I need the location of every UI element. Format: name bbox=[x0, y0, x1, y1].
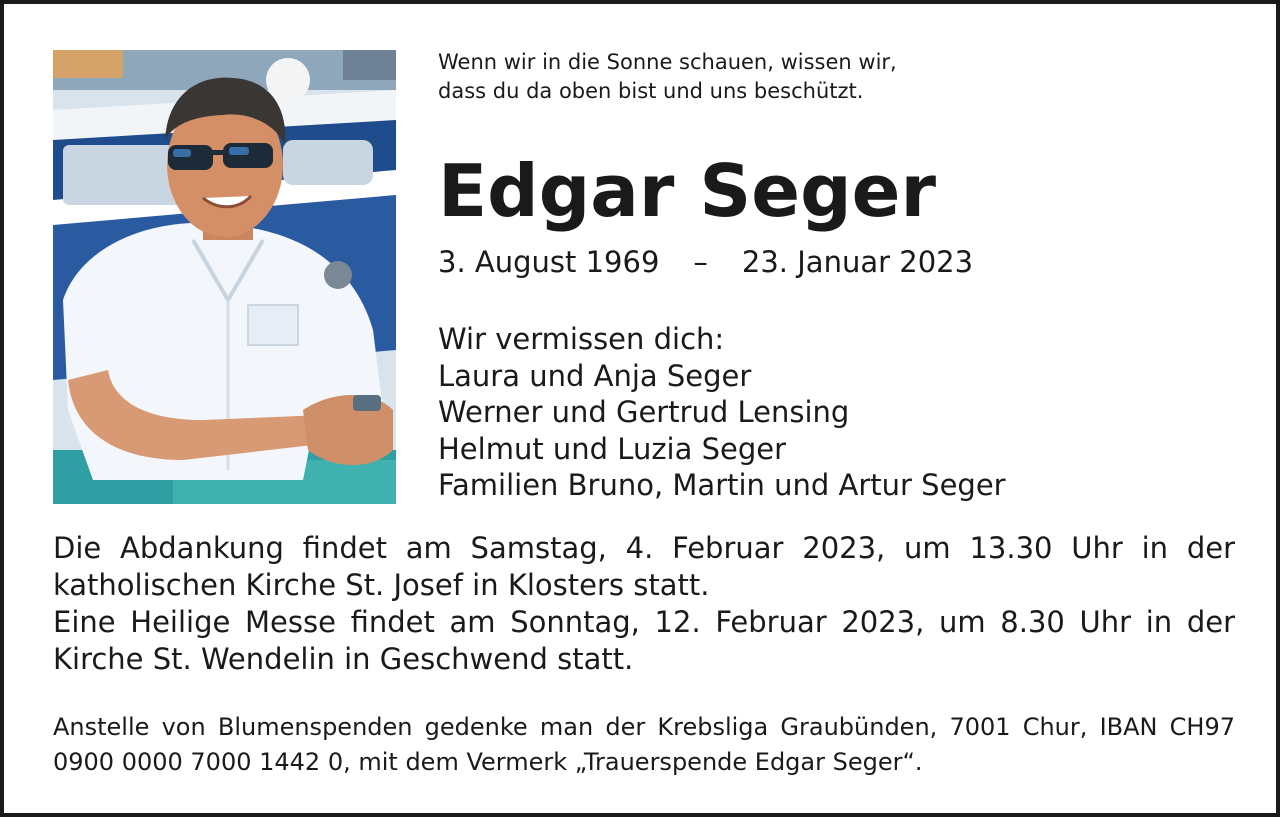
memorial-quote bbox=[438, 48, 1238, 106]
abdankung-text: Die Abdankung findet am Samstag, 4. Februar 2023, um 13.30 Uhr in der katholischen Kirche St. Josef in Klosters statt. bbox=[53, 531, 1235, 602]
messe-text: Eine Heilige Messe findet am Sonntag, 12. Februar 2023, um 8.30 Uhr in der Kirche St. Wendelin in Geschwend statt. bbox=[53, 605, 1235, 676]
mourner-entry: Laura und Anja Seger bbox=[438, 358, 752, 393]
birth-date: 3. August 1969 bbox=[438, 245, 660, 279]
mourner-entry: Helmut und Luzia Seger bbox=[438, 431, 787, 466]
mourner-entry: Familien Bruno, Martin und Artur Seger bbox=[438, 468, 1006, 502]
donation-notice bbox=[53, 710, 1235, 780]
deceased-name: Edgar Seger bbox=[438, 149, 936, 233]
mourners-list bbox=[438, 321, 1006, 504]
mourners-heading: Wir vermissen dich: bbox=[438, 322, 725, 356]
donation-text: Anstelle von Blumenspenden gedenke man der Krebsliga Graubünden, 7001 Chur, IBAN CH97 0900 0000 7000 1442 0, mit dem Vermerk „Trauerspende Edgar Seger“. bbox=[53, 713, 1235, 776]
life-dates bbox=[438, 242, 973, 282]
portrait-photo bbox=[53, 50, 396, 504]
mourner-entry: Werner und Gertrud Lensing bbox=[438, 395, 850, 429]
portrait-illustration bbox=[53, 50, 396, 504]
quote-line-1: Wenn wir in die Sonne schauen, wissen wir, bbox=[438, 50, 897, 74]
quote-line-2: dass du da oben bist und uns beschützt. bbox=[438, 79, 864, 103]
date-separator: – bbox=[693, 245, 708, 279]
death-date: 23. Januar 2023 bbox=[741, 245, 974, 279]
ceremony-details bbox=[53, 530, 1235, 678]
